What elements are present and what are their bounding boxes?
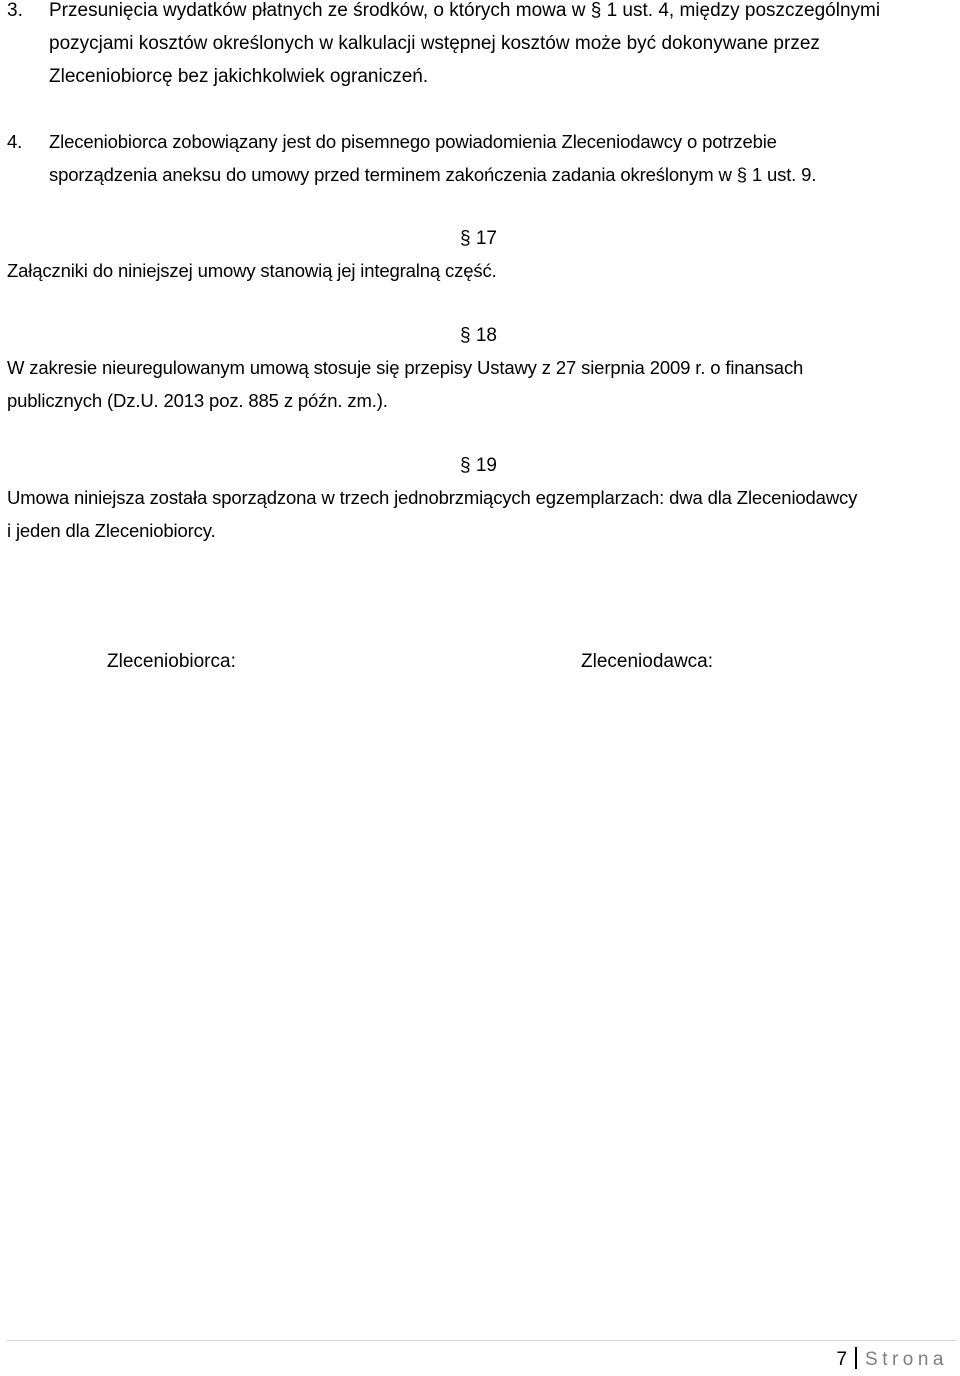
section-text-line: W zakresie nieuregulowanym umową stosuje się przepisy Ustawy z 27 sierpnia 2009 r. o finansach	[7, 357, 804, 378]
item-text-line: Zleceniobiorcę bez jakichkolwiek ograniczeń.	[49, 66, 429, 87]
item-text-line: Przesunięcia wydatków płatnych ze środków, o których mowa w § 1 ust. 4, między poszczególnymi	[49, 0, 881, 21]
section-heading: § 19	[460, 455, 497, 476]
section-heading: § 17	[460, 228, 497, 249]
section-text-line: Załączniki do niniejszej umowy stanowią jej integralną część.	[7, 260, 497, 281]
section-heading: § 18	[460, 325, 497, 346]
footer-separator	[855, 1347, 857, 1369]
footer-divider	[6, 1340, 957, 1341]
item-text-line: pozycjami kosztów określonych w kalkulacji wstępnej kosztów może być dokonywane przez	[49, 33, 820, 54]
page-number: 7	[836, 1349, 848, 1370]
section-text-line: Umowa niniejsza została sporządzona w trzech jednobrzmiących egzemplarzach: dwa dla Zleceniodawcy	[7, 487, 858, 508]
signature-label-contractor: Zleceniobiorca:	[107, 651, 236, 672]
page-footer	[836, 1343, 948, 1376]
item-number: 4.	[7, 131, 23, 152]
section-text-line: publicznych (Dz.U. 2013 poz. 885 z późn. zm.).	[7, 390, 388, 411]
section-text-line: i jeden dla Zleceniobiorcy.	[7, 520, 216, 541]
item-number: 3.	[7, 0, 23, 21]
page-label: Strona	[865, 1349, 948, 1370]
signature-label-principal: Zleceniodawca:	[581, 651, 714, 672]
item-text-line: Zleceniobiorca zobowiązany jest do pisemnego powiadomienia Zleceniodawcy o potrzebie	[49, 131, 777, 152]
item-text-line: sporządzenia aneksu do umowy przed terminem zakończenia zadania określonym w § 1 ust. 9.	[49, 164, 817, 185]
